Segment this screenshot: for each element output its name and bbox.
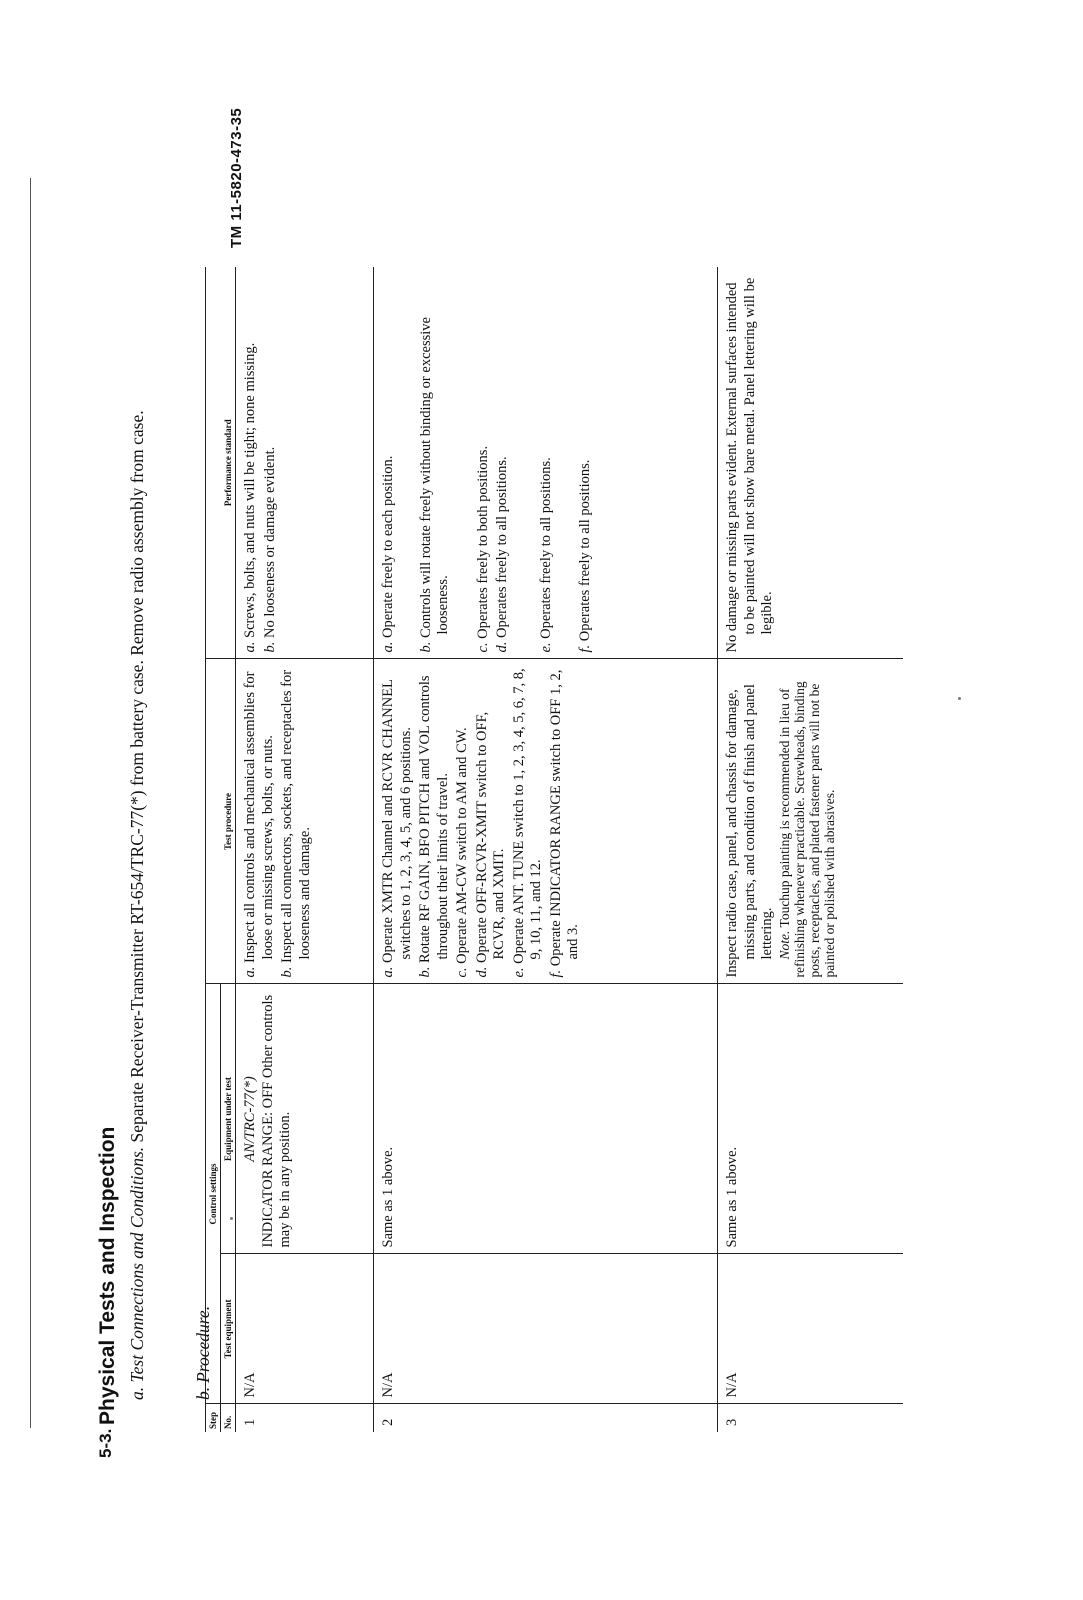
eut-text: INDICATOR RANGE: OFF Other controls may be in any position. bbox=[259, 994, 293, 1248]
equipment-under-test-cell bbox=[236, 984, 374, 1254]
paragraph-a bbox=[126, 270, 149, 1425]
section-number: 5-3. bbox=[96, 1428, 115, 1458]
step-number: 2 bbox=[374, 1404, 718, 1432]
performance-standard-cell bbox=[236, 267, 374, 659]
header-equipment-under-test: Equipment under test bbox=[221, 984, 236, 1254]
scan-speck bbox=[230, 1217, 233, 1220]
equipment-under-test-cell: Same as 1 above. bbox=[718, 984, 903, 1254]
step-number: 3 bbox=[718, 1404, 903, 1432]
para-a-letter: a. bbox=[127, 1386, 147, 1400]
performance-item: b. No looseness or damage evident. bbox=[261, 446, 278, 653]
performance-item: a. Operate freely to each position. bbox=[380, 455, 396, 653]
section-title: Physical Tests and Inspection bbox=[96, 1126, 119, 1425]
performance-item: f. Operates freely to all positions. bbox=[577, 459, 593, 653]
test-procedure-cell bbox=[374, 659, 718, 984]
eut-title: AN/TRC-77(*) bbox=[242, 1076, 258, 1162]
performance-item: e. Operates freely to all positions. bbox=[537, 457, 554, 653]
test-equipment-cell: N/A bbox=[718, 1254, 903, 1404]
header-test-procedure: Test procedure bbox=[206, 659, 236, 984]
table-row bbox=[718, 267, 903, 1432]
test-procedure-cell bbox=[236, 659, 374, 984]
header-no: No. bbox=[221, 1404, 236, 1432]
procedure-item: b. Rotate RF GAIN, BFO PITCH and VOL controls throughout their limits of travel. bbox=[417, 675, 451, 978]
procedure-table bbox=[205, 267, 903, 1432]
scan-speck bbox=[958, 697, 961, 700]
procedure-item: a. Inspect all controls and mechanical assemblies for loose or missing screws, bolts, or nuts. bbox=[242, 671, 276, 978]
procedure-item: e. Operate ANT. TUNE switch to 1, 2, 3, 4, 5, 6, 7, 8, 9, 10, 11, and 12. bbox=[510, 668, 544, 978]
procedure-item: a. Operate XMTR Channel and RCVR CHANNEL switches to 1, 2, 3, 4, 5, and 6 positions. bbox=[380, 679, 414, 978]
step-number: 1 bbox=[236, 1404, 374, 1432]
performance-item: a. Screws, bolts, and nuts will be tight; none missing. bbox=[242, 342, 258, 653]
equipment-under-test-cell: Same as 1 above. bbox=[374, 984, 718, 1254]
test-equipment-cell: N/A bbox=[374, 1254, 718, 1404]
table-row bbox=[236, 267, 374, 1432]
performance-item: b. Controls will rotate freely without binding or excessive looseness. bbox=[417, 317, 451, 653]
tm-number: TM 11-5820-473-35 bbox=[228, 107, 245, 248]
procedure-note: Note. Touchup painting is recommended in lieu of refinishing whenever practicable. Screwheads, binding posts, receptacles, and plated fastener parts will not be painted or polished with abrasives. bbox=[776, 681, 837, 978]
para-b-heading: Procedure. bbox=[193, 1305, 213, 1383]
performance-standard-cell bbox=[718, 267, 903, 659]
procedure-item: d. Operate OFF-RCVR-XMIT switch to OFF, RCVR, and XMIT. bbox=[473, 711, 507, 978]
procedure-item: c. Operate AM-CW switch to AM and CW. bbox=[454, 727, 470, 978]
header-performance-standard: Performance standard bbox=[206, 267, 236, 659]
para-a-text: Separate Receiver-Transmitter RT-654/TRC-77(*) from battery case. Remove radio assembly from case. bbox=[127, 410, 147, 1143]
performance-item: d. Operates freely to all positions. bbox=[494, 456, 510, 653]
performance-standard-cell bbox=[374, 267, 718, 659]
para-b-letter: b. bbox=[193, 1386, 213, 1400]
header-test-equipment: Test equipment bbox=[221, 1254, 236, 1404]
test-procedure-cell bbox=[718, 659, 903, 984]
procedure-item: b. Inspect all connectors, sockets, and receptacles for looseness and damage. bbox=[279, 669, 313, 978]
header-control-settings: Control settings bbox=[206, 984, 221, 1404]
test-equipment-cell: N/A bbox=[236, 1254, 374, 1404]
performance-text: No damage or missing parts evident. External surfaces intended to be painted will not show bare metal. Panel lettering will be legible. bbox=[724, 277, 775, 653]
performance-item: c. Operates freely to both positions. bbox=[474, 445, 491, 653]
procedure-item: f. Operate INDICATOR RANGE switch to OFF 1, 2, and 3. bbox=[547, 669, 581, 978]
header-step: Step bbox=[206, 1404, 221, 1432]
para-a-heading: Test Connections and Conditions. bbox=[127, 1146, 147, 1383]
procedure-text: Inspect radio case, panel, and chassis for damage, missing parts, and condition of finish and panel lettering. bbox=[724, 684, 775, 978]
table-row bbox=[374, 267, 718, 1432]
